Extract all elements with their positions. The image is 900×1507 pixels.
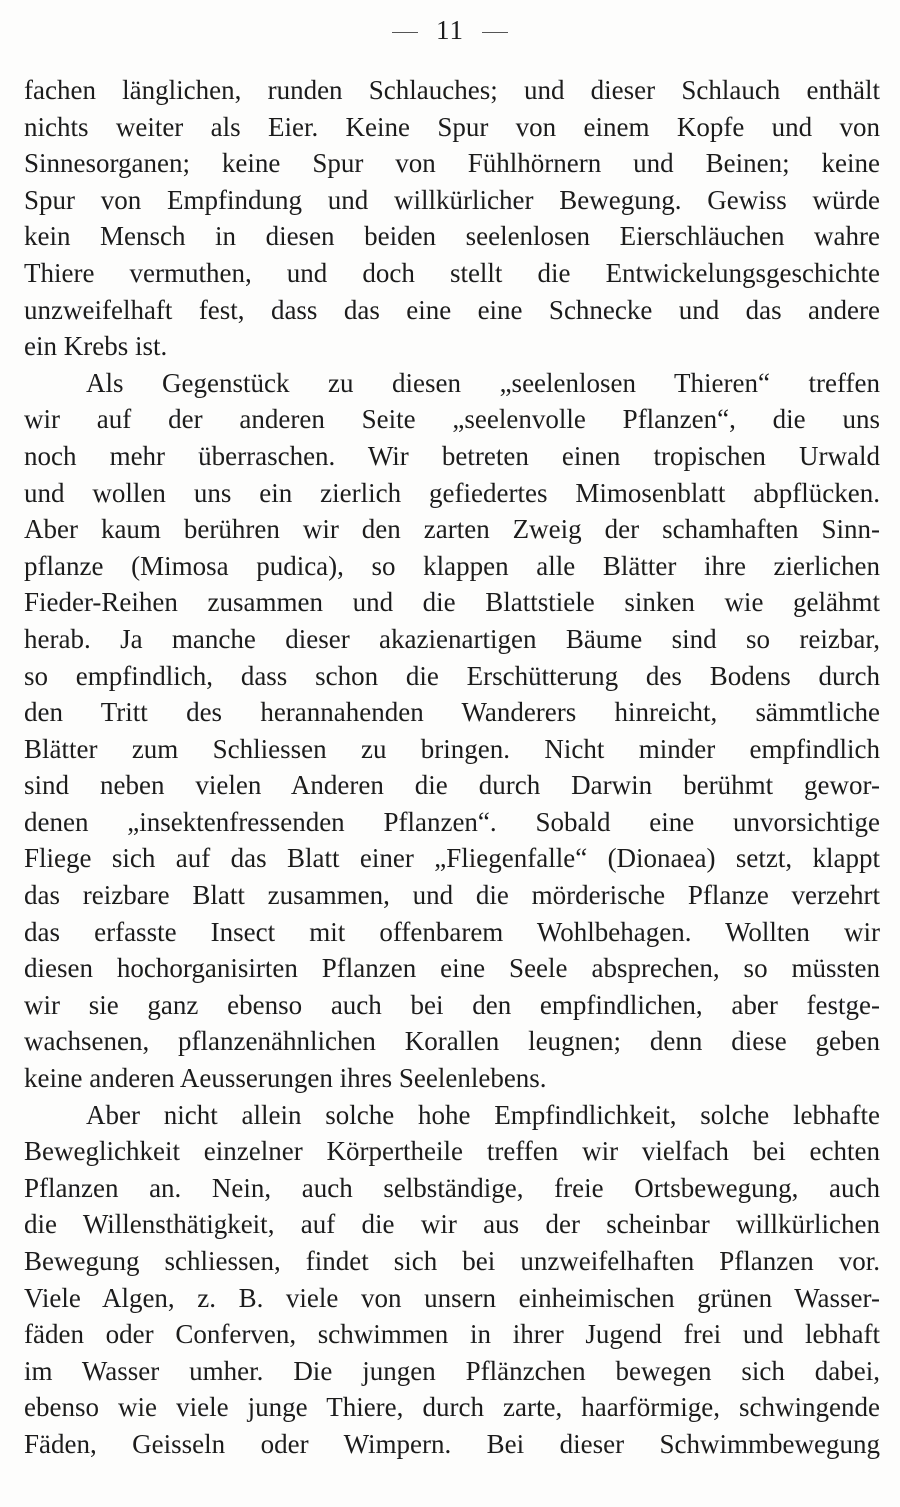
text-line: wir sie ganz ebenso auch bei den empfindlichen, aber festge- — [24, 989, 880, 1020]
text-line: fachen länglichen, runden Schlauches; und dieser Schlauch enthält — [24, 75, 880, 105]
text-line: das erfasste Insect mit offenbarem Wohlbehagen. Wollten wir — [24, 916, 880, 947]
text-line: den Tritt des herannahenden Wanderers hinreicht, sämmtliche — [24, 697, 880, 728]
text-line: noch mehr überraschen. Wir betreten einen tropischen Urwald — [24, 440, 880, 471]
page-header — [0, 14, 900, 46]
text-line: Thiere vermuthen, und doch stellt die Entwickelungsgeschichte — [24, 257, 880, 288]
text-line: im Wasser umher. Die jungen Pflänzchen bewegen sich dabei, — [24, 1355, 880, 1386]
text-line: keine anderen Aeusserungen ihres Seelenlebens. — [24, 1063, 547, 1094]
text-line: pflanze (Mimosa pudica), so klappen alle Blätter ihre zierlichen — [24, 550, 880, 581]
body-text — [24, 72, 880, 1463]
text-line: Pflanzen an. Nein, auch selbständige, freie Ortsbewegung, auch — [24, 1172, 880, 1203]
text-line: sind neben vielen Anderen die durch Darwin berühmt gewor- — [24, 770, 880, 801]
text-line: Viele Algen, z. B. viele von unsern einheimischen grünen Wasser- — [24, 1282, 880, 1313]
text-line: Fieder-Reihen zusammen und die Blattstiele sinken wie gelähmt — [24, 587, 880, 618]
text-line: Blätter zum Schliessen zu bringen. Nicht minder empfindlich — [24, 733, 880, 764]
text-line: Aber nicht allein solche hohe Empfindlichkeit, solche lebhafte — [86, 1099, 880, 1130]
text-line: kein Mensch in diesen beiden seelenlosen Eierschläuchen wahre — [24, 221, 880, 252]
text-line: nichts weiter als Eier. Keine Spur von einem Kopfe und von — [24, 111, 880, 142]
text-line: Bewegung schliessen, findet sich bei unzweifelhaften Pflanzen vor. — [24, 1246, 880, 1276]
text-line: Fäden, Geisseln oder Wimpern. Bei dieser Schwimmbewegung — [24, 1428, 880, 1459]
text-line: herab. Ja manche dieser akazienartigen Bäume sind so reizbar, — [24, 623, 880, 654]
header-dash-right — [482, 32, 508, 33]
text-line: und wollen uns ein zierlich gefiedertes Mimosenblatt abpflücken. — [24, 477, 880, 508]
text-line: das reizbare Blatt zusammen, und die mörderische Pflanze verzehrt — [24, 880, 880, 911]
text-line: diesen hochorganisirten Pflanzen eine Seele absprechen, so müssten — [24, 953, 880, 984]
text-line: fäden oder Conferven, schwimmen in ihrer Jugend frei und lebhaft — [24, 1319, 880, 1350]
text-line: die Willensthätigkeit, auf die wir aus der scheinbar willkürlichen — [24, 1209, 880, 1240]
text-line: Als Gegenstück zu diesen „seelenlosen Thieren“ treffen — [86, 367, 880, 398]
header-dash-left — [392, 32, 418, 33]
text-line: ebenso wie viele junge Thiere, durch zarte, haarförmige, schwingende — [24, 1392, 880, 1423]
text-line: denen „insektenfressenden Pflanzen“. Sobald eine unvorsichtige — [24, 806, 880, 837]
text-line: Sinnesorganen; keine Spur von Fühlhörnern und Beinen; keine — [24, 148, 880, 179]
page-number: 11 — [436, 15, 464, 45]
text-line: Aber kaum berühren wir den zarten Zweig der schamhaften Sinn- — [24, 514, 880, 545]
text-line: so empfindlich, dass schon die Erschütterung des Bodens durch — [24, 660, 880, 691]
text-line: ein Krebs ist. — [24, 331, 168, 362]
text-line: Beweglichkeit einzelner Körpertheile treffen wir vielfach bei echten — [24, 1136, 880, 1167]
text-line: wir auf der anderen Seite „seelenvolle Pflanzen“, die uns — [24, 404, 880, 435]
text-line: Spur von Empfindung und willkürlicher Bewegung. Gewiss würde — [24, 184, 880, 215]
text-line: Fliege sich auf das Blatt einer „Fliegenfalle“ (Dionaea) setzt, klappt — [24, 843, 880, 874]
text-line: wachsenen, pflanzenähnlichen Korallen leugnen; denn diese geben — [24, 1026, 880, 1057]
text-line: unzweifelhaft fest, dass das eine eine Schnecke und das andere — [24, 294, 880, 325]
